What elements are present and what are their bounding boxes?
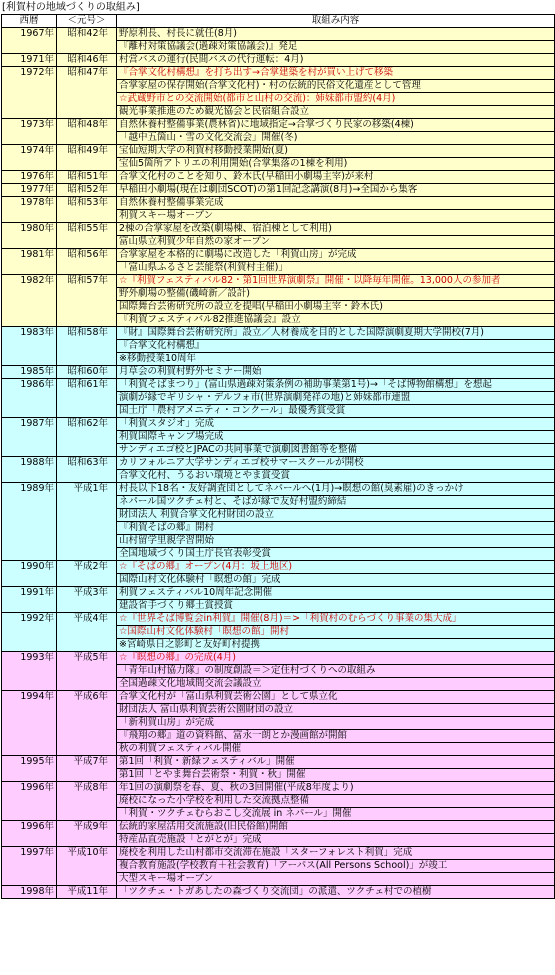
table-row xyxy=(2,587,555,600)
item-cell: 特産品直売施設「とがとが」完成 xyxy=(117,834,555,847)
table-row xyxy=(2,327,555,340)
item-cell: 財団法人 利賀合掌文化村財団の設立 xyxy=(117,509,555,522)
year-cell: 1998年 xyxy=(2,886,57,899)
header-western-year: 西暦 xyxy=(2,15,57,28)
year-cell: 1991年 xyxy=(2,587,57,613)
item-cell: 野外劇場の整備(磯崎新／設計) xyxy=(117,288,555,301)
item-cell: カリフォルニア大学サンディエゴ校サマースクールが開校 xyxy=(117,457,555,470)
table-row xyxy=(2,119,555,132)
year-cell: 1993年 xyxy=(2,652,57,691)
year-cell: 1985年 xyxy=(2,366,57,379)
table-row xyxy=(2,457,555,470)
item-cell: 月草会の利賀村野外セミナー開始 xyxy=(117,366,555,379)
highlight-item-cell: ☆『そばの郷』オープン(4月：坂上地区) xyxy=(117,561,555,574)
item-cell: 「ツクチェ・トガあしたの森づくり交流団」の派遣、ツクチェ村での植樹 xyxy=(117,886,555,899)
era-cell: 平成10年 xyxy=(57,847,117,886)
item-cell: 合掌家屋の保存開始(合掌文化村)・村の伝統的民俗文化遺産として管理 xyxy=(117,80,555,93)
table-row xyxy=(2,483,555,496)
item-cell: 演劇が縁でギリシャ・デルフォ市(世界演劇発祥の地)と姉妹都市連盟 xyxy=(117,392,555,405)
item-cell: 観光事業推進のため観光協会と民宿組合設立 xyxy=(117,106,555,119)
item-cell: 「越中五箇山・雪の文化交流会」開催(冬) xyxy=(117,132,555,145)
year-cell: 1967年 xyxy=(2,28,57,54)
timeline-table xyxy=(1,14,555,899)
table-row xyxy=(2,275,555,288)
item-cell: 建設省手づくり郷土賞授賞 xyxy=(117,600,555,613)
era-cell: 昭和60年 xyxy=(57,366,117,379)
item-cell: 第1回「利賀・新緑フェスティバル」開催 xyxy=(117,756,555,769)
item-cell: 利賀国際キャンプ場完成 xyxy=(117,431,555,444)
table-row xyxy=(2,54,555,67)
highlight-item-cell: ☆『利賀フェスティバル82・第1回世界演劇祭』開催・以降毎年開催。13,000人の参加者 xyxy=(117,275,555,288)
era-cell: 昭和61年 xyxy=(57,379,117,418)
highlight-item-cell: ☆『瞑想の郷』の完成(4月) xyxy=(117,652,555,665)
table-row xyxy=(2,782,555,795)
year-cell: 1982年 xyxy=(2,275,57,327)
table-row xyxy=(2,691,555,704)
era-cell: 平成5年 xyxy=(57,652,117,691)
year-cell: 1988年 xyxy=(2,457,57,483)
item-cell: 『利賀フェスティバル82推進協議会』設立 xyxy=(117,314,555,327)
era-cell: 平成9年 xyxy=(57,821,117,847)
item-cell: 自然休養村整備事業完成 xyxy=(117,197,555,210)
table-row xyxy=(2,366,555,379)
item-cell: 宝仙短期大学の利賀村移動授業開始(夏) xyxy=(117,145,555,158)
era-cell: 昭和47年 xyxy=(57,67,117,119)
year-cell: 1980年 xyxy=(2,223,57,249)
year-cell: 1986年 xyxy=(2,379,57,418)
item-cell: 早稲田小劇場(現在は劇団SCOT)の第1回記念講演(8月)→全国から集客 xyxy=(117,184,555,197)
item-cell: 国際山村文化体験村「瞑想の館」完成 xyxy=(117,574,555,587)
item-cell: 「新利賀山房」が完成 xyxy=(117,717,555,730)
era-cell: 平成11年 xyxy=(57,886,117,899)
item-cell: ※宮崎県日之影町と友好町村提携 xyxy=(117,639,555,652)
table-row xyxy=(2,249,555,262)
era-cell: 昭和58年 xyxy=(57,327,117,366)
table-row xyxy=(2,886,555,899)
table-row xyxy=(2,67,555,80)
table-row xyxy=(2,28,555,41)
item-cell: 大型スキー場オープン xyxy=(117,873,555,886)
item-cell: 2棟の合掌家屋を改築(劇場棟、宿泊棟として利用) xyxy=(117,223,555,236)
year-cell: 1996年 xyxy=(2,782,57,821)
era-cell: 平成1年 xyxy=(57,483,117,561)
item-cell: 全国地域づくり国土庁長官表彰受賞 xyxy=(117,548,555,561)
item-cell: 『合掌文化村構想』 xyxy=(117,340,555,353)
era-cell: 昭和52年 xyxy=(57,184,117,197)
item-cell: 国際舞台芸術研究所の設立を提唱(早稲田小劇場主宰・鈴木氏) xyxy=(117,301,555,314)
item-cell: 秋の利賀フェスティバル開催 xyxy=(117,743,555,756)
year-cell: 1971年 xyxy=(2,54,57,67)
item-cell: 「利賀そばまつり」(富山県過疎対策条例の補助事業第1号)→「そば博物館構想」を想起 xyxy=(117,379,555,392)
highlight-item-cell: ☆『世界そば博覧会in利賀』開催(8月)＝>「利賀村のむらづくり事業の集大成」 xyxy=(117,613,555,626)
era-cell: 平成7年 xyxy=(57,756,117,782)
year-cell: 1995年 xyxy=(2,756,57,782)
era-cell: 昭和55年 xyxy=(57,223,117,249)
item-cell: サンディエゴ校とJPACの共同事業で演劇図書館等を整備 xyxy=(117,444,555,457)
item-cell: 財団法人 富山県利賀芸術公園財団の設立 xyxy=(117,704,555,717)
item-cell: 村営バスの運行(民間バスの代行運転：4月) xyxy=(117,54,555,67)
era-cell: 昭和51年 xyxy=(57,171,117,184)
timeline-body xyxy=(2,28,555,899)
item-cell: 『利賀そばの郷』開村 xyxy=(117,522,555,535)
year-cell: 1994年 xyxy=(2,691,57,756)
item-cell: 合掌文化村、うるおい環境とやま賞受賞 xyxy=(117,470,555,483)
year-cell: 1976年 xyxy=(2,171,57,184)
header-row xyxy=(2,15,555,28)
item-cell: 宝仙5箇所アトリエの利用開始(合掌集落の1棟を利用) xyxy=(117,158,555,171)
table-row xyxy=(2,223,555,236)
era-cell: 昭和56年 xyxy=(57,249,117,275)
year-cell: 1987年 xyxy=(2,418,57,457)
year-cell: 1972年 xyxy=(2,67,57,119)
table-row xyxy=(2,379,555,392)
page-title: [利賀村の地域づくりの取組み] xyxy=(2,2,140,13)
item-cell: 自然休養村整備事業(農林省)に地域指定→合掌づくり民家の移築(4棟) xyxy=(117,119,555,132)
header-era: ＜元号＞ xyxy=(57,15,117,28)
era-cell: 昭和48年 xyxy=(57,119,117,145)
item-cell: 全国過疎文化地域間交流会議設立 xyxy=(117,678,555,691)
item-cell: 利賀フェスティバル10周年記念開催 xyxy=(117,587,555,600)
table-row xyxy=(2,821,555,834)
item-cell: ネパール国ツクチェ村と、そばが縁で友好村盟約締結 xyxy=(117,496,555,509)
year-cell: 1983年 xyxy=(2,327,57,366)
item-cell: 「青年山村協力隊」の制度創設＝＞定住村づくりへの取組み xyxy=(117,665,555,678)
item-cell: ※移動授業10周年 xyxy=(117,353,555,366)
item-cell: 山村留学里親学習開始 xyxy=(117,535,555,548)
item-cell: 年1回の演劇祭を春、夏、秋の3回開催(平成8年度より) xyxy=(117,782,555,795)
era-cell: 昭和62年 xyxy=(57,418,117,457)
year-cell: 1973年 xyxy=(2,119,57,145)
highlight-item-cell: 『合掌文化村構想』を打ち出す→合掌建築を村が買い上げて移築 xyxy=(117,67,555,80)
era-cell: 平成4年 xyxy=(57,613,117,652)
item-cell: 廃校になった小学校を利用した交流拠点整備 xyxy=(117,795,555,808)
year-cell: 1981年 xyxy=(2,249,57,275)
era-cell: 昭和49年 xyxy=(57,145,117,171)
year-cell: 1992年 xyxy=(2,613,57,652)
year-cell: 1996年 xyxy=(2,821,57,847)
item-cell: 合掌文化村のことを知り、鈴木氏(早稲田小劇場主宰)が来村 xyxy=(117,171,555,184)
item-cell: 合掌文化村が「富山県利賀芸術公園」として県立化 xyxy=(117,691,555,704)
year-cell: 1989年 xyxy=(2,483,57,561)
table-row xyxy=(2,418,555,431)
year-cell: 1997年 xyxy=(2,847,57,886)
table-row xyxy=(2,847,555,860)
era-cell: 平成2年 xyxy=(57,561,117,587)
era-cell: 昭和46年 xyxy=(57,54,117,67)
highlight-item-cell: ☆国際山村文化体験村「瞑想の館」開村 xyxy=(117,626,555,639)
item-cell: 村長以下18名・友好調査団としてネパールへ(1月)→瞑想の館(臭素雇)のきっかけ xyxy=(117,483,555,496)
table-row xyxy=(2,184,555,197)
item-cell: 『財』国際舞台芸術研究所」設立／人材養成を目的とした国際演劇夏期大学開校(7月) xyxy=(117,327,555,340)
table-row xyxy=(2,652,555,665)
header-content: 取組み内容 xyxy=(117,15,555,28)
era-cell: 昭和57年 xyxy=(57,275,117,327)
item-cell: 複合教育施設(学校教育＋社会教育)「アーパス(All Persons School)」が竣工 xyxy=(117,860,555,873)
item-cell: 『離村対策協議会(過疎対策協議会)』発足 xyxy=(117,41,555,54)
item-cell: 利賀スキー場オープン xyxy=(117,210,555,223)
era-cell: 平成6年 xyxy=(57,691,117,756)
era-cell: 平成8年 xyxy=(57,782,117,821)
year-cell: 1978年 xyxy=(2,197,57,223)
table-row xyxy=(2,561,555,574)
table-row xyxy=(2,613,555,626)
year-cell: 1974年 xyxy=(2,145,57,171)
table-row xyxy=(2,171,555,184)
item-cell: 「利賀スタジオ」完成 xyxy=(117,418,555,431)
item-cell: 第1回「とやま舞台芸術祭・利賀・秋」開催 xyxy=(117,769,555,782)
item-cell: 伝統的家屋活用交流施設(旧民俗館)開館 xyxy=(117,821,555,834)
era-cell: 昭和63年 xyxy=(57,457,117,483)
item-cell: 「富山県ふるさと芸能祭(利賀村主催)」 xyxy=(117,262,555,275)
item-cell: 野原利長、村長に就任(8月) xyxy=(117,28,555,41)
table-row xyxy=(2,197,555,210)
item-cell: 『飛翔の郷』道の資料館、富永一朗とか漫画館が開館 xyxy=(117,730,555,743)
item-cell: 合掌家屋を本格的に劇場に改造した「利賀山房」が完成 xyxy=(117,249,555,262)
era-cell: 昭和42年 xyxy=(57,28,117,54)
table-row xyxy=(2,145,555,158)
era-cell: 平成3年 xyxy=(57,587,117,613)
year-cell: 1977年 xyxy=(2,184,57,197)
highlight-item-cell: ☆武蔵野市との交流開始(都市と山村の交流)：姉妹都市盟約(4月) xyxy=(117,93,555,106)
era-cell: 昭和53年 xyxy=(57,197,117,223)
item-cell: 「利賀・ツクチェむらおこし交流展 in ネパール」開催 xyxy=(117,808,555,821)
item-cell: 富山県立利賀少年自然の家オープン xyxy=(117,236,555,249)
item-cell: 国土庁「農村アメニティ・コンクール」最優秀賞受賞 xyxy=(117,405,555,418)
table-row xyxy=(2,756,555,769)
item-cell: 廃校を利用した山村都市交流滞在施設「スターフォレスト利賀」完成 xyxy=(117,847,555,860)
year-cell: 1990年 xyxy=(2,561,57,587)
